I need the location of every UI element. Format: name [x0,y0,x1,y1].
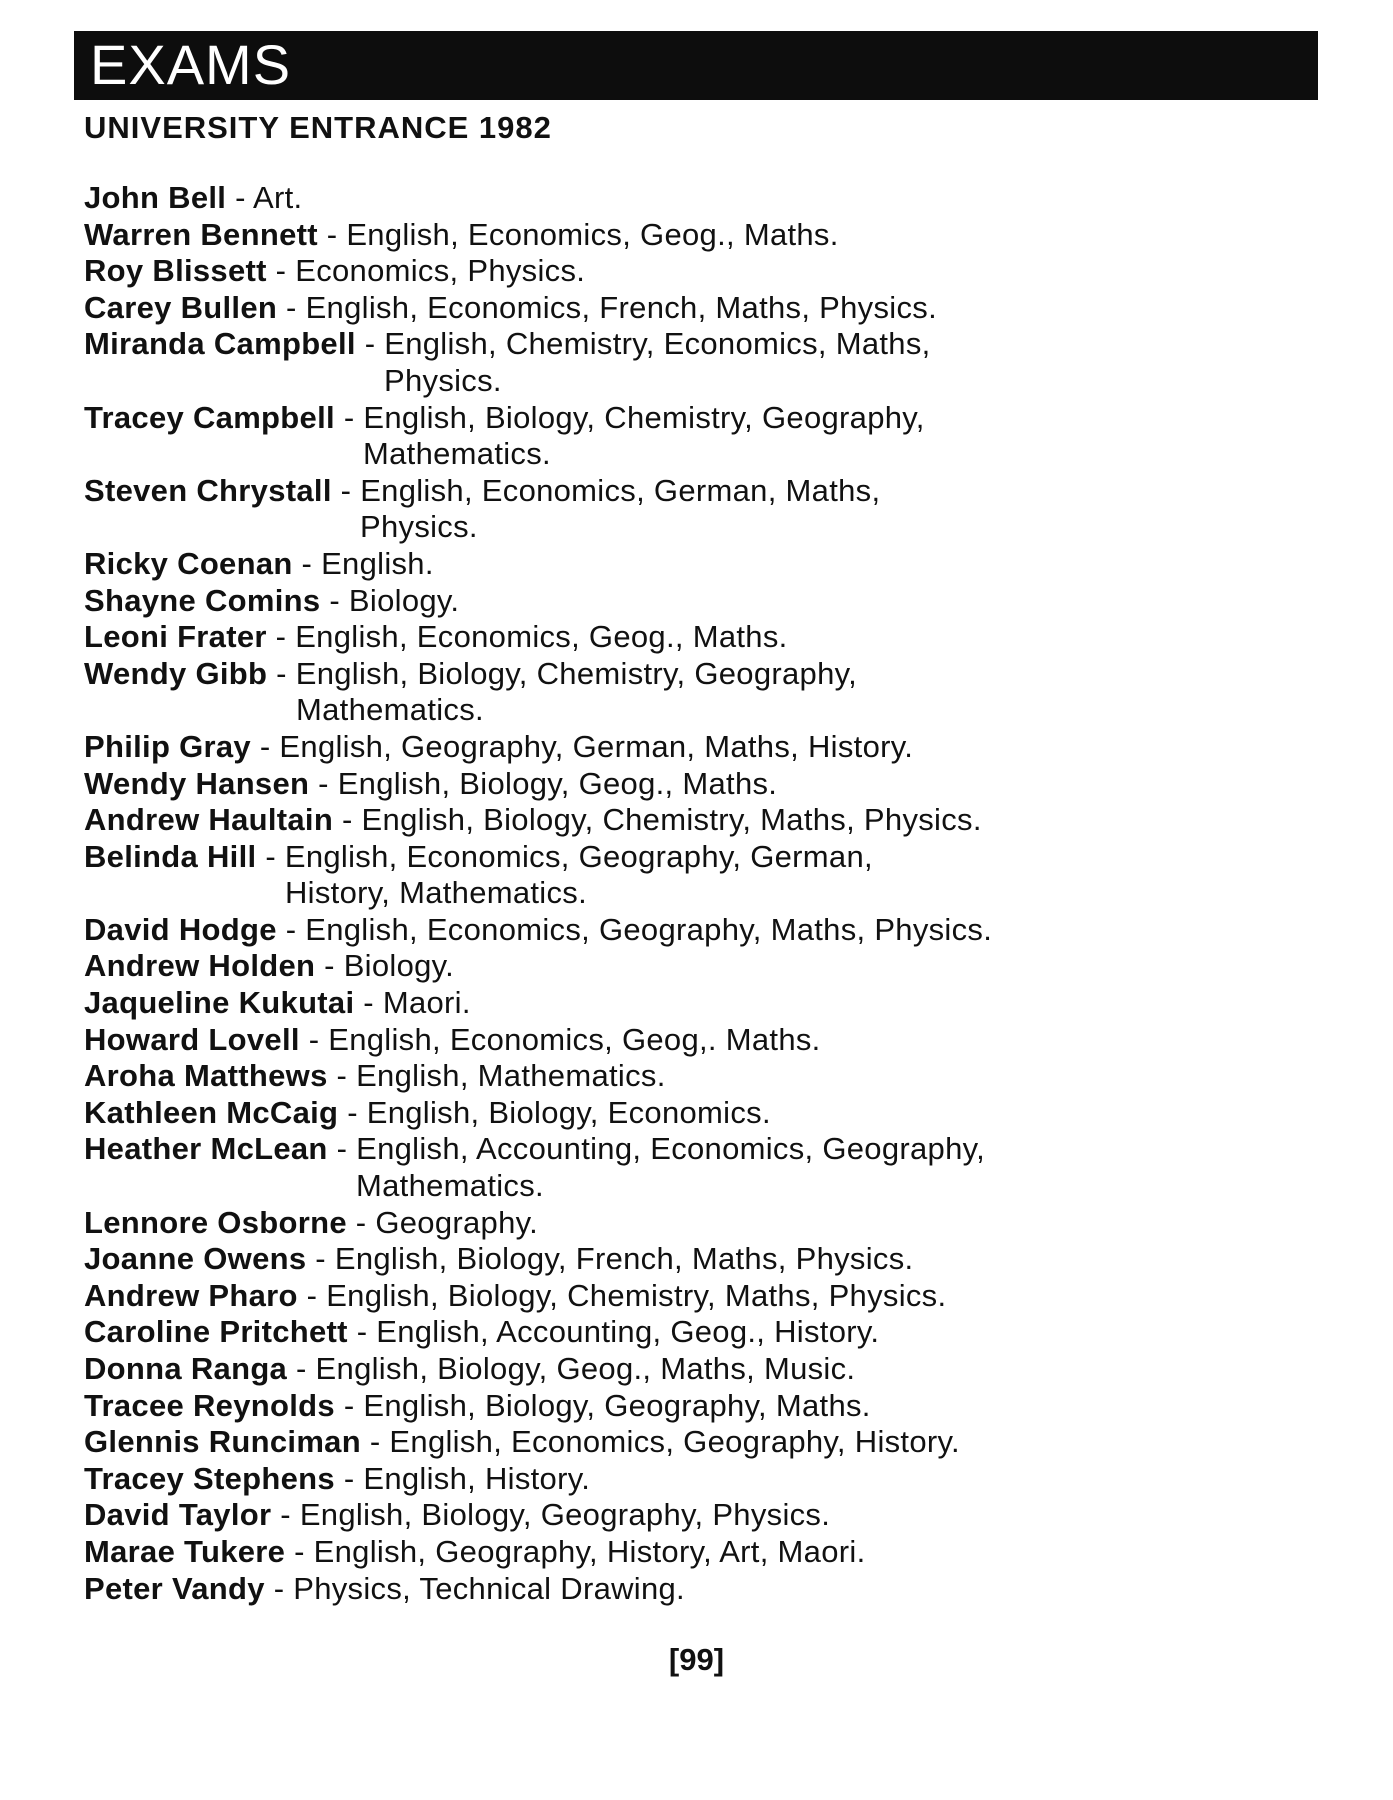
list-item [84,985,1314,1022]
subject-list: English, Economics, German, Maths, [360,472,881,508]
separator: - [267,655,296,691]
subject-list: English, Biology, French, Maths, Physics. [334,1241,914,1277]
student-name: David Taylor [84,1497,272,1533]
entry-line [84,290,937,325]
subject-list: English, Accounting, Economics, Geography, [356,1131,986,1167]
student-name: Andrew Pharo [84,1277,298,1313]
subject-list: English, Biology, Chemistry, Maths, Physics. [361,802,982,838]
student-name: Ricky Coenan [84,545,293,581]
entry-line [84,1241,913,1276]
student-name: Shayne Comins [84,582,321,618]
entry-line [84,1131,985,1166]
entry-line [84,1534,865,1569]
list-item [84,1424,1314,1461]
subject-list-continued: Mathematics. [296,692,484,728]
list-item [84,546,1314,583]
separator: - [317,216,347,252]
subject-list: Art. [252,180,303,215]
student-name: Wendy Hansen [84,765,310,801]
results-list [84,180,1314,1607]
student-name: Jaqueline Kukutai [84,985,355,1021]
student-name: Carey Bullen [84,289,278,325]
separator: - [256,838,285,874]
student-name: Heather McLean [84,1131,328,1167]
entry-line [84,1058,666,1093]
separator: - [334,399,364,435]
list-item [84,180,1314,217]
list-item [84,217,1314,254]
entry-line [84,546,434,581]
entry-line [84,912,992,947]
entry-line [84,1571,685,1606]
student-name: Marae Tukere [84,1533,286,1569]
subject-list: English, Biology, Economics. [366,1094,771,1130]
subject-list: English, Economics, Geography, German, [284,838,873,874]
student-name: John Bell [84,180,227,215]
entry-line [84,839,873,874]
separator: - [287,1351,316,1386]
student-name: Belinda Hill [84,838,257,874]
page-number: [99] [668,1642,725,1677]
list-item [84,1314,1314,1351]
student-name: Philip Gray [84,728,251,764]
list-item [84,290,1314,327]
student-name: David Hodge [84,911,277,947]
student-name: Tracey Campbell [84,399,335,435]
separator: - [346,1204,376,1240]
student-name: Lennore Osborne [84,1204,347,1240]
student-name: Joanne Owens [84,1241,307,1277]
entry-line [84,802,982,837]
separator: - [266,253,296,289]
subject-list: English, Economics, Geog., Maths. [346,216,839,252]
subject-list-continued: Mathematics. [363,436,551,472]
student-name: Warren Bennett [84,216,318,252]
separator: - [266,619,296,655]
separator: - [320,582,349,618]
entry-line [84,1095,771,1130]
student-name: Andrew Holden [84,948,316,984]
subject-list: English, Chemistry, Economics, Maths, [384,326,931,362]
subject-list: English, Biology, Geog., Maths. [337,765,778,801]
entry-line [84,1022,821,1057]
entry-line [84,583,459,618]
entry-line [84,1205,538,1240]
separator: - [250,728,280,764]
separator: - [354,985,383,1021]
student-name: Donna Ranga [84,1351,288,1386]
separator: - [299,1021,329,1057]
subject-list-continued: Physics. [384,362,502,398]
student-name: Tracey Stephens [84,1460,335,1496]
student-name: Tracee Reynolds [84,1387,335,1423]
student-name: Caroline Pritchett [84,1314,348,1350]
separator: - [276,911,306,947]
entry-line [84,656,857,691]
list-item [84,912,1314,949]
separator: - [334,1460,364,1496]
subject-list: English, Economics, Geog,. Maths. [328,1021,821,1057]
list-item [84,1058,1314,1095]
list-item [84,1278,1314,1315]
header-banner [74,31,1318,100]
subject-list: English, Biology, Geog., Maths, Music. [315,1351,856,1386]
subject-list: Maori. [382,985,471,1021]
entry-line [84,729,913,764]
subject-list: English, Geography, German, Maths, History. [279,728,914,764]
entry-line [84,217,839,252]
separator: - [297,1277,327,1313]
entry-line [84,400,925,435]
subject-list: English, Biology, Chemistry, Geography, [295,655,858,691]
separator: - [306,1241,335,1277]
entry-line [84,1278,946,1313]
entry-line [84,253,585,288]
subject-list: Geography. [375,1204,539,1240]
student-name: Roy Blissett [84,253,267,289]
list-item [84,1241,1314,1278]
separator: - [338,1094,367,1130]
subject-list-continued: History, Mathematics. [285,875,588,911]
section-subtitle: UNIVERSITY ENTRANCE 1982 [84,110,552,145]
student-name: Howard Lovell [84,1021,300,1057]
subject-list: English, Biology, Geography, Maths. [363,1387,871,1423]
separator: - [327,1058,357,1094]
list-item [84,1131,1314,1204]
separator: - [347,1314,377,1350]
list-item [84,839,1314,912]
entry-line [84,180,302,215]
separator: - [315,948,344,984]
subject-list: English, Economics, Geog., Maths. [295,619,788,655]
subject-list-continued: Mathematics. [356,1168,544,1204]
list-item [84,1022,1314,1059]
entry-line [84,326,931,361]
separator: - [271,1497,300,1533]
separator: - [355,326,385,362]
page-title: EXAMS [90,33,292,96]
list-item [84,1205,1314,1242]
subject-list: English, Economics, Geography, History. [389,1424,960,1460]
subject-list: English, Biology, Chemistry, Geography, [363,399,925,435]
separator: - [334,1387,364,1423]
subject-list: Biology. [343,948,455,984]
separator: - [292,545,322,581]
entry-line [84,948,454,983]
list-item [84,1388,1314,1425]
student-name: Andrew Haultain [84,802,334,838]
student-name: Wendy Gibb [84,655,268,691]
list-item [84,1497,1314,1534]
separator: - [333,802,362,838]
entry-line [84,1351,855,1386]
list-item [84,1351,1314,1388]
separator: - [277,289,306,325]
subject-list: English, Biology, Chemistry, Maths, Physics. [326,1277,947,1313]
entry-line [84,1497,830,1532]
subject-list: Physics, Technical Drawing. [293,1570,685,1606]
list-item [84,656,1314,729]
student-name: Leoni Frater [84,619,267,655]
entry-line [84,985,471,1020]
subject-list: English, Economics, Geography, Maths, Physics. [305,911,993,947]
list-item [84,729,1314,766]
list-item [84,1095,1314,1132]
student-name: Peter Vandy [84,1570,265,1606]
list-item [84,253,1314,290]
list-item [84,326,1314,399]
list-item [84,473,1314,546]
list-item [84,802,1314,839]
entry-line [84,1461,590,1496]
subject-list: English, History. [363,1460,591,1496]
student-name: Glennis Runciman [84,1424,361,1460]
list-item [84,583,1314,620]
list-item [84,1461,1314,1498]
list-item [84,1571,1314,1608]
separator: - [226,180,253,215]
subject-list: Economics, Physics. [295,253,586,289]
subject-list: English, Accounting, Geog., History. [376,1314,880,1350]
subject-list: English, Biology, Geography, Physics. [299,1497,831,1533]
separator: - [285,1533,314,1569]
student-name: Kathleen McCaig [84,1094,339,1130]
separator: - [264,1570,294,1606]
subject-list-continued: Physics. [360,509,478,545]
separator: - [309,765,338,801]
list-item [84,1534,1314,1571]
entry-line [84,766,777,801]
list-item [84,400,1314,473]
subject-list: English, Economics, French, Maths, Physics. [305,289,937,325]
student-name: Aroha Matthews [84,1058,328,1094]
entry-line [84,1314,879,1349]
subject-list: English. [321,545,434,581]
subject-list: Biology. [348,582,460,618]
list-item [84,766,1314,803]
list-item [84,948,1314,985]
separator: - [327,1131,357,1167]
student-name: Steven Chrystall [84,472,332,508]
entry-line [84,1388,871,1423]
entry-line [84,1424,960,1459]
separator: - [360,1424,390,1460]
entry-line [84,473,880,508]
entry-line [84,619,788,654]
list-item [84,619,1314,656]
subject-list: English, Geography, History, Art, Maori. [313,1533,866,1569]
subject-list: English, Mathematics. [356,1058,666,1094]
separator: - [331,472,361,508]
student-name: Miranda Campbell [84,326,356,362]
